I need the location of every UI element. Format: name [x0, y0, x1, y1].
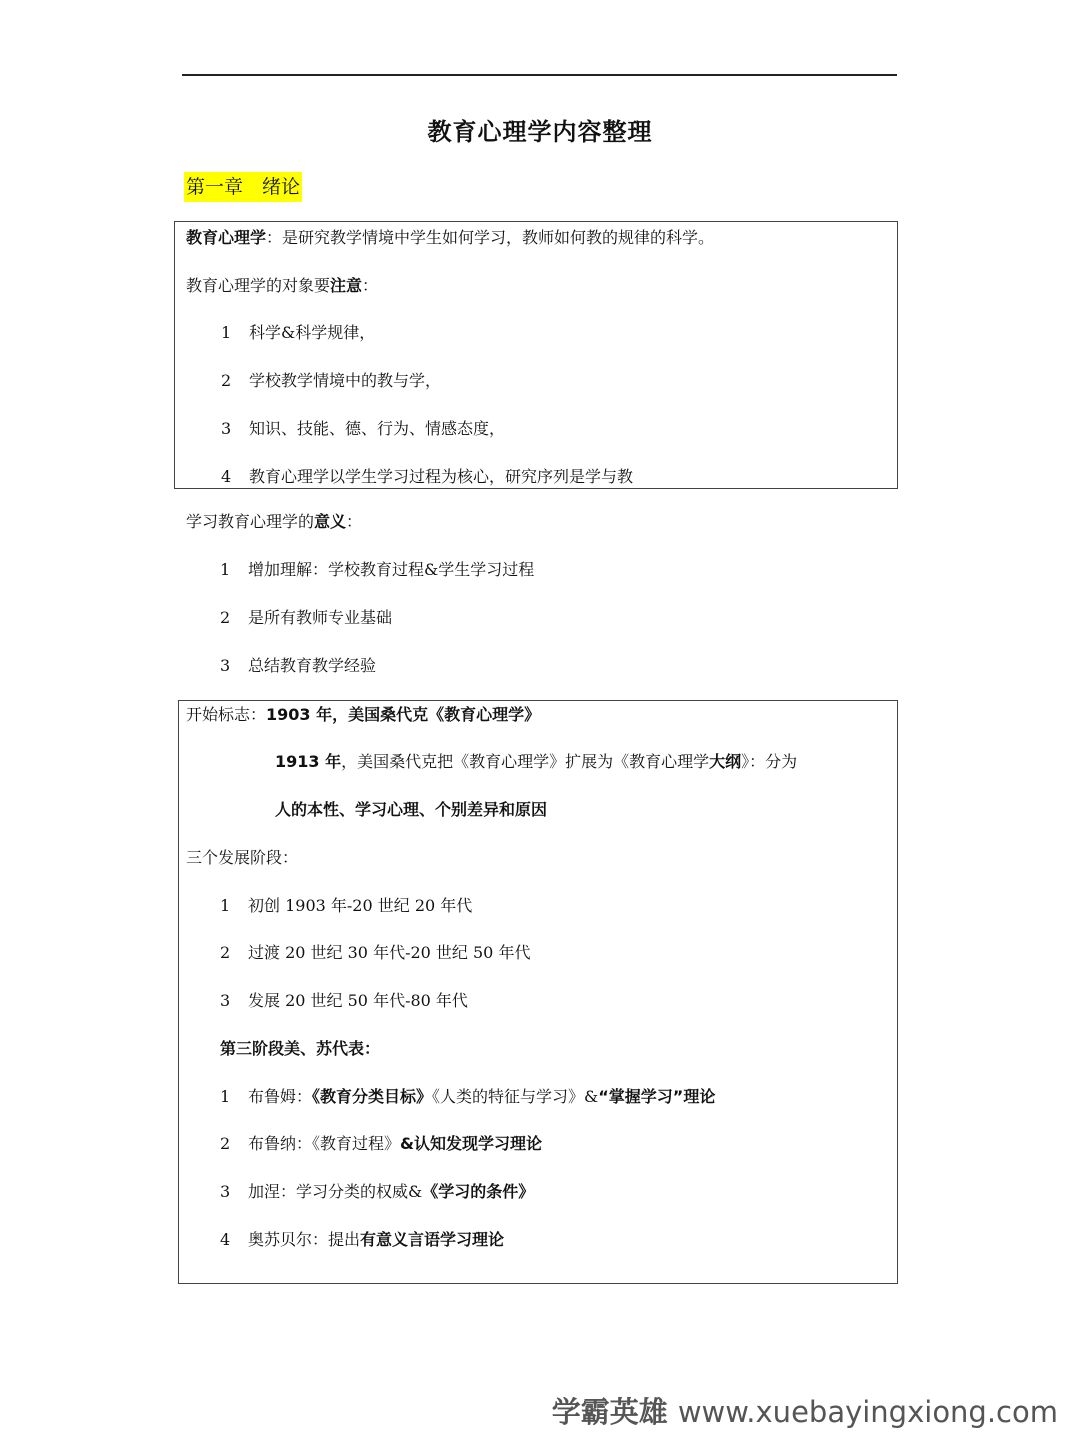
reps-label: [220, 1037, 380, 1061]
item-number: 2: [221, 371, 232, 390]
item-number: 2: [220, 943, 231, 962]
list-item: [220, 606, 392, 630]
history-box: [178, 700, 898, 1284]
list-item: [220, 1228, 504, 1252]
list-item: [220, 1180, 534, 1204]
expansion-year: 1913 年: [275, 752, 342, 771]
item-text: 知识、技能、德、行为、情感态度，: [249, 419, 506, 438]
item-number: 3: [220, 991, 231, 1010]
list-item: [221, 465, 633, 489]
reps-label-bold: 第三阶段美、苏代表：: [220, 1039, 381, 1058]
item-number: 1: [220, 560, 231, 579]
item-number: 3: [220, 1182, 231, 1201]
item-text: 布鲁姆：: [248, 1087, 313, 1106]
header-rule: [182, 74, 897, 76]
list-item: [221, 321, 375, 345]
definition-term: 教育心理学: [186, 228, 267, 247]
list-item: [220, 894, 472, 918]
expansion-bold: 大纲: [709, 752, 742, 771]
item-text: 《人类的特征与学习》&: [432, 1087, 599, 1106]
item-number: 3: [220, 656, 231, 675]
list-item: [221, 369, 441, 393]
meaning-prefix: 学习教育心理学的: [186, 512, 315, 531]
start-mark-line: [186, 703, 540, 727]
item-number: 2: [220, 1134, 231, 1153]
item-number: 2: [220, 608, 231, 627]
definition-box: [174, 221, 898, 489]
item-bold: 《教育分类目标》: [312, 1087, 433, 1106]
list-item: [220, 941, 530, 965]
item-text: 加涅：学习分类的权威&: [248, 1182, 423, 1201]
item-text: 总结教育教学经验: [248, 656, 377, 675]
meaning-suffix: ：: [346, 512, 363, 531]
item-text: 奥苏贝尔：提出: [248, 1230, 361, 1249]
item-number: 1: [221, 323, 232, 342]
meaning-heading: [186, 510, 362, 534]
expansion-suffix: 》：分为: [741, 752, 798, 771]
meaning-bold: 意义: [314, 512, 347, 531]
watermark-url: www.xuebayingxiong.com: [677, 1395, 1058, 1429]
expansion-text: ，美国桑代克把《教育心理学》扩展为《教育心理学: [341, 752, 710, 771]
item-text: 发展 20 世纪 50 年代-80 年代: [248, 991, 468, 1010]
watermark-brand: 学霸英雄: [551, 1395, 668, 1429]
list-item: [220, 989, 468, 1013]
item-text: 科学&科学规律，: [249, 323, 376, 342]
item-text: 教育心理学以学生学习过程为核心，研究序列是学与教: [249, 467, 634, 486]
expansion-topics-bold: 人的本性、学习心理、个别差异和原因: [275, 800, 548, 819]
item-text: 过渡 20 世纪 30 年代-20 世纪 50 年代: [248, 943, 531, 962]
expansion-line: [275, 750, 797, 774]
stages-label: 三个发展阶段：: [186, 848, 299, 867]
item-number: 4: [220, 1230, 231, 1249]
list-item: [220, 1085, 715, 1109]
item-number: 1: [220, 1087, 231, 1106]
list-item: [220, 654, 376, 678]
definition-text: ：是研究教学情境中学生如何学习，教师如何教的规律的科学。: [266, 228, 715, 247]
item-bold: &认知发现学习理论: [400, 1134, 542, 1153]
item-text: 增加理解：学校教育过程&学生学习过程: [248, 560, 535, 579]
item-bold: “掌握学习”理论: [598, 1087, 716, 1106]
expansion-topics: [275, 798, 547, 822]
notice-line: [186, 274, 378, 298]
item-text: 是所有教师专业基础: [248, 608, 393, 627]
item-number: 1: [220, 896, 231, 915]
item-text: 学校教学情境中的教与学，: [249, 371, 442, 390]
chapter-heading: 第一章 绪论: [184, 172, 302, 202]
notice-bold: 注意: [330, 276, 363, 295]
notice-suffix: ：: [362, 276, 379, 295]
item-bold: 《学习的条件》: [422, 1182, 535, 1201]
item-bold: 有意义言语学习理论: [360, 1230, 505, 1249]
item-number: 4: [221, 467, 232, 486]
site-watermark: [552, 1390, 1058, 1431]
item-text: 布鲁纳：《教育过程》: [248, 1134, 401, 1153]
start-bold: 1903 年，美国桑代克《教育心理学》: [266, 705, 541, 724]
document-title: 教育心理学内容整理: [427, 118, 653, 146]
definition-line: [186, 226, 714, 250]
list-item: [220, 558, 534, 582]
start-label: 开始标志：: [186, 705, 267, 724]
list-item: [220, 1132, 542, 1156]
item-number: 3: [221, 419, 232, 438]
notice-prefix: 教育心理学的对象要: [186, 276, 331, 295]
item-text: 初创 1903 年-20 世纪 20 年代: [248, 896, 473, 915]
list-item: [221, 417, 505, 441]
